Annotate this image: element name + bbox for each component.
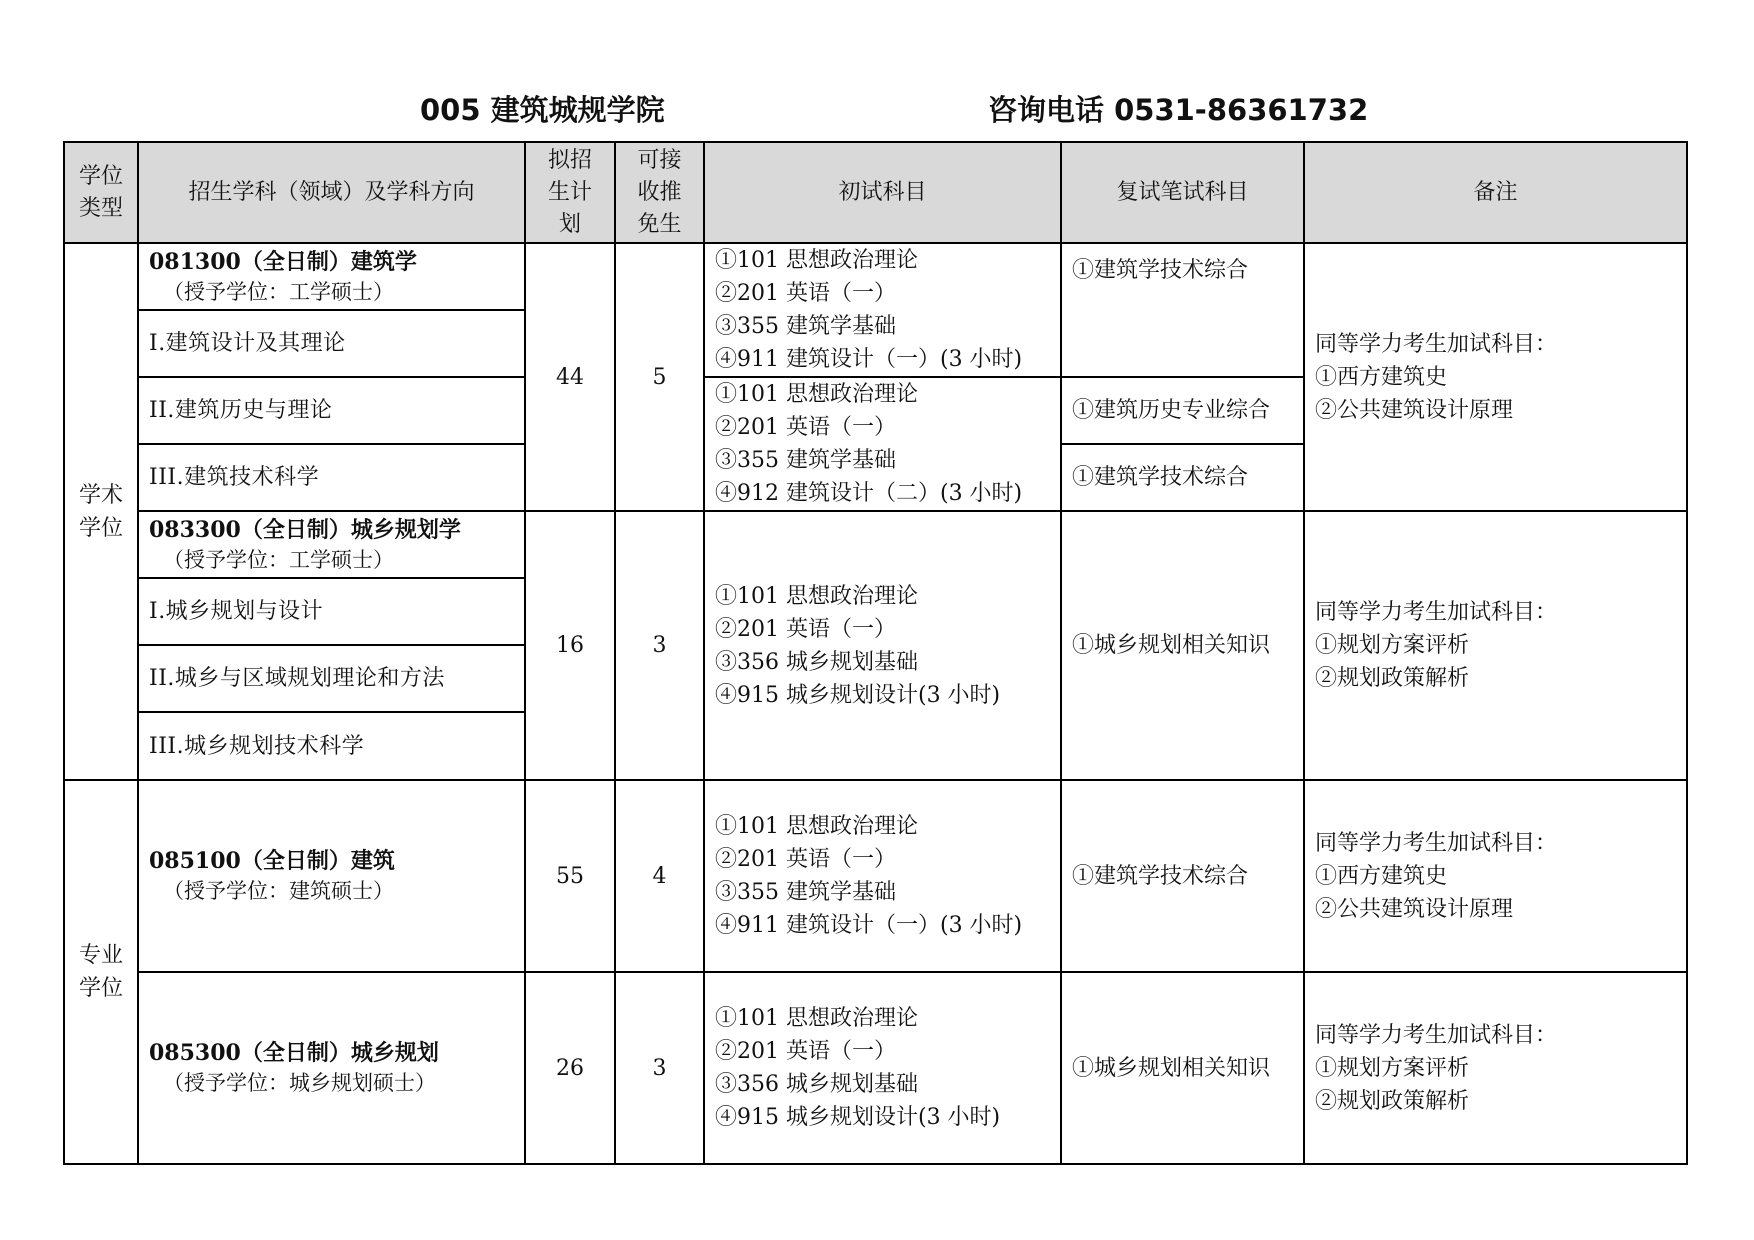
college-title: 005 建筑城规学院 [420, 93, 665, 127]
table-row [64, 972, 1687, 1164]
enrollment-table [63, 141, 1688, 1165]
major-degree: （授予学位：建筑硕士） [163, 879, 394, 903]
exam-subjects: ①101 思想政治理论 ②201 英语（一） ③355 建筑学基础 ④911 建筑设计（一）(3 小时) [704, 780, 1061, 972]
professional-degree-cell: 专业 学位 [64, 780, 138, 1164]
exam-subjects: ①101 思想政治理论 ②201 英语（一） ③355 建筑学基础 ④911 建筑设计（一）(3 小时) [704, 243, 1061, 377]
header-row [64, 142, 1687, 243]
table-row [64, 780, 1687, 972]
table-row [64, 511, 1687, 578]
major-name: 085300（全日制）城乡规划 [149, 1040, 439, 1066]
retest-subject: ①建筑学技术综合 [1061, 780, 1304, 972]
academic-degree-cell: 学术 学位 [64, 243, 138, 780]
major-cell [138, 780, 525, 972]
plan-count: 44 [525, 243, 615, 511]
major-name: 083300（全日制）城乡规划学 [149, 516, 461, 543]
header-plan: 拟招 生计 划 [525, 142, 615, 243]
retest-subject: ①建筑学技术综合 [1061, 444, 1304, 511]
plan-count: 26 [525, 972, 615, 1164]
exempt-count: 3 [615, 972, 704, 1164]
direction-item: II.建筑历史与理论 [138, 377, 525, 444]
plan-count: 55 [525, 780, 615, 972]
major-cell [138, 243, 525, 310]
direction-item: II.城乡与区域规划理论和方法 [138, 645, 525, 712]
major-degree: （授予学位：城乡规划硕士） [163, 1071, 436, 1095]
page-header [0, 88, 1754, 132]
note-cell: 同等学力考生加试科目： ①规划方案评析 ②规划政策解析 [1304, 511, 1687, 780]
header-major: 招生学科（领域）及学科方向 [138, 142, 525, 243]
table-row [64, 243, 1687, 310]
exempt-count: 5 [615, 243, 704, 511]
direction-item: I.建筑设计及其理论 [138, 310, 525, 377]
major-degree: （授予学位：工学硕士） [163, 547, 394, 572]
note-cell: 同等学力考生加试科目： ①西方建筑史 ②公共建筑设计原理 [1304, 243, 1687, 511]
exempt-count: 3 [615, 511, 704, 780]
phone-title: 咨询电话 0531-86361732 [988, 93, 1369, 127]
header-degree-type [64, 142, 138, 243]
retest-subject: ①城乡规划相关知识 [1061, 511, 1304, 780]
major-cell [138, 972, 525, 1164]
header-retest: 复试笔试科目 [1061, 142, 1304, 243]
exam-subjects: ①101 思想政治理论 ②201 英语（一） ③356 城乡规划基础 ④915 城乡规划设计(3 小时) [704, 972, 1061, 1164]
exam-subjects: ①101 思想政治理论 ②201 英语（一） ③356 城乡规划基础 ④915 城乡规划设计(3 小时) [704, 511, 1061, 780]
note-cell: 同等学力考生加试科目： ①西方建筑史 ②公共建筑设计原理 [1304, 780, 1687, 972]
plan-count: 16 [525, 511, 615, 780]
header-note: 备注 [1304, 142, 1687, 243]
retest-subject: ①建筑历史专业综合 [1061, 377, 1304, 444]
direction-item: I.城乡规划与设计 [138, 578, 525, 645]
direction-item: III.建筑技术科学 [138, 444, 525, 511]
major-name: 081300（全日制）建筑学 [149, 248, 417, 275]
retest-subject: ①建筑学技术综合 [1061, 243, 1304, 377]
exam-subjects: ①101 思想政治理论 ②201 英语（一） ③355 建筑学基础 ④912 建筑设计（二）(3 小时) [704, 377, 1061, 511]
header-exempt: 可接 收推 免生 [615, 142, 704, 243]
major-name: 085100（全日制）建筑 [149, 848, 395, 874]
exempt-count: 4 [615, 780, 704, 972]
major-degree: （授予学位：工学硕士） [163, 279, 394, 304]
retest-subject: ①城乡规划相关知识 [1061, 972, 1304, 1164]
h0: 学位 类型 [78, 163, 123, 221]
note-cell: 同等学力考生加试科目： ①规划方案评析 ②规划政策解析 [1304, 972, 1687, 1164]
direction-item: III.城乡规划技术科学 [138, 712, 525, 780]
header-exam: 初试科目 [704, 142, 1061, 243]
major-cell [138, 511, 525, 578]
